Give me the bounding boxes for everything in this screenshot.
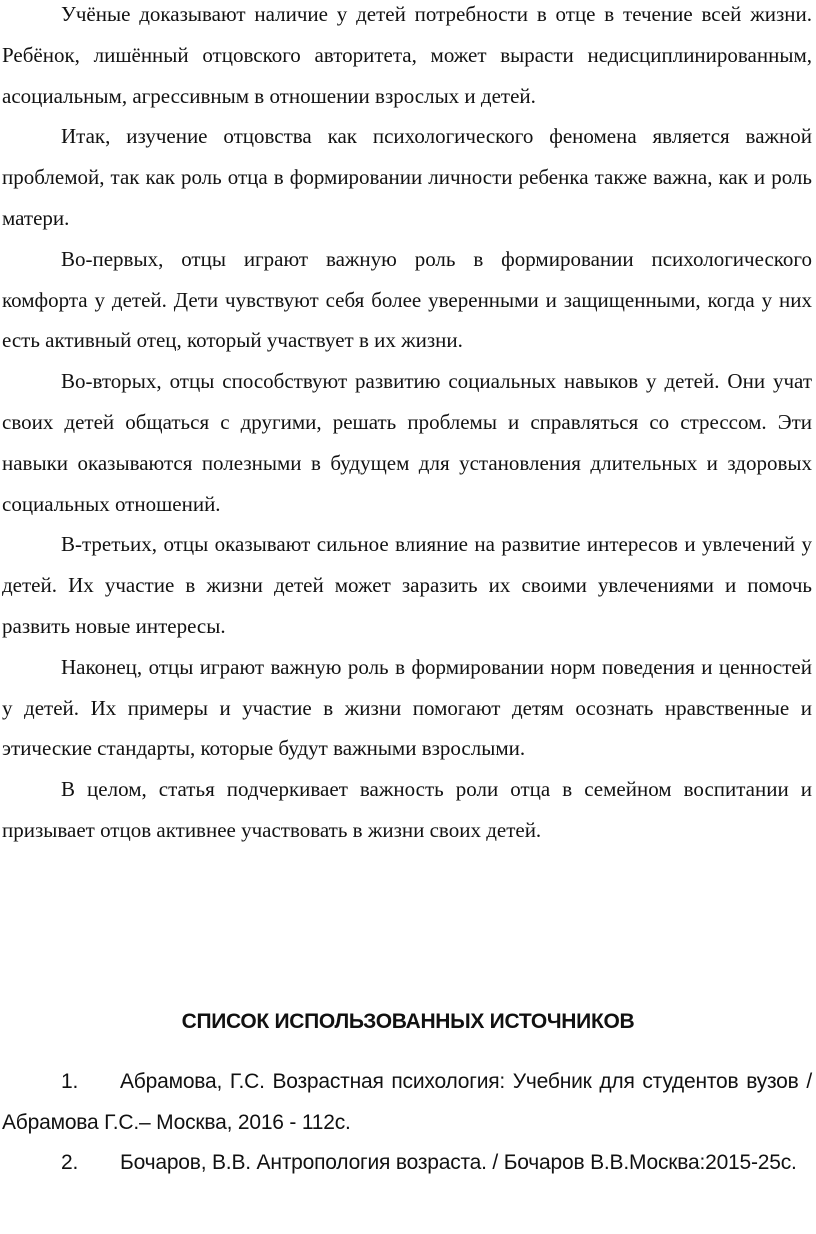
reference-number: 2. — [61, 1151, 79, 1174]
paragraph: Во-первых, отцы играют важную роль в формировании психологического комфорта у детей. Дети чувствуют себя более уверенными и защищенными, когда у них есть активный отец, который участвует в их жизни. — [2, 246, 812, 353]
paragraph: В целом, статья подчеркивает важность роли отца в семейном воспитании и призывает отцов активнее участвовать в жизни своих детей. — [2, 777, 812, 842]
reference-text: Абрамова, Г.С. Возрастная психология: Учебник для студентов вузов / Абрамова Г.С.– Москва, 2016 - 112с. — [2, 1070, 812, 1134]
paragraph: Итак, изучение отцовства как психологического феномена является важной проблемой, так как роль отца в формировании личности ребенка также важна, как и роль матери. — [2, 124, 812, 230]
paragraph: Наконец, отцы играют важную роль в формировании норм поведения и ценностей у детей. Их примеры и участие в жизни помогают детям осознать нравственные и этические стандарты, которые будут важными взрослыми. — [2, 654, 812, 761]
paragraph: Во-вторых, отцы способствуют развитию социальных навыков у детей. Они учат своих детей общаться с другими, решать проблемы и справляться со стрессом. Эти навыки оказываются полезными в будущем для установления длительных и здоровых социальных отношений. — [2, 369, 812, 516]
references-list — [2, 1062, 812, 1184]
reference-text: Бочаров, В.В. Антропология возраста. / Бочаров В.В.Москва:2015-25с. — [120, 1151, 797, 1174]
reference-item — [2, 1062, 812, 1143]
reference-item — [2, 1143, 812, 1184]
references-heading: СПИСОК ИСПОЛЬЗОВАННЫХ ИСТОЧНИКОВ — [181, 1010, 635, 1033]
paragraph: Учёные доказывают наличие у детей потребности в отце в течение всей жизни. Ребёнок, лишённый отцовского авторитета, может вырасти недисциплинированным, асоциальным, агрессивным в отношении взрослых и детей. — [2, 2, 812, 108]
reference-number: 1. — [61, 1070, 79, 1093]
paragraph: В-третьих, отцы оказывают сильное влияние на развитие интересов и увлечений у детей. Их участие в жизни детей может заразить их своими увлечениями и помочь развить новые интересы. — [2, 532, 812, 638]
